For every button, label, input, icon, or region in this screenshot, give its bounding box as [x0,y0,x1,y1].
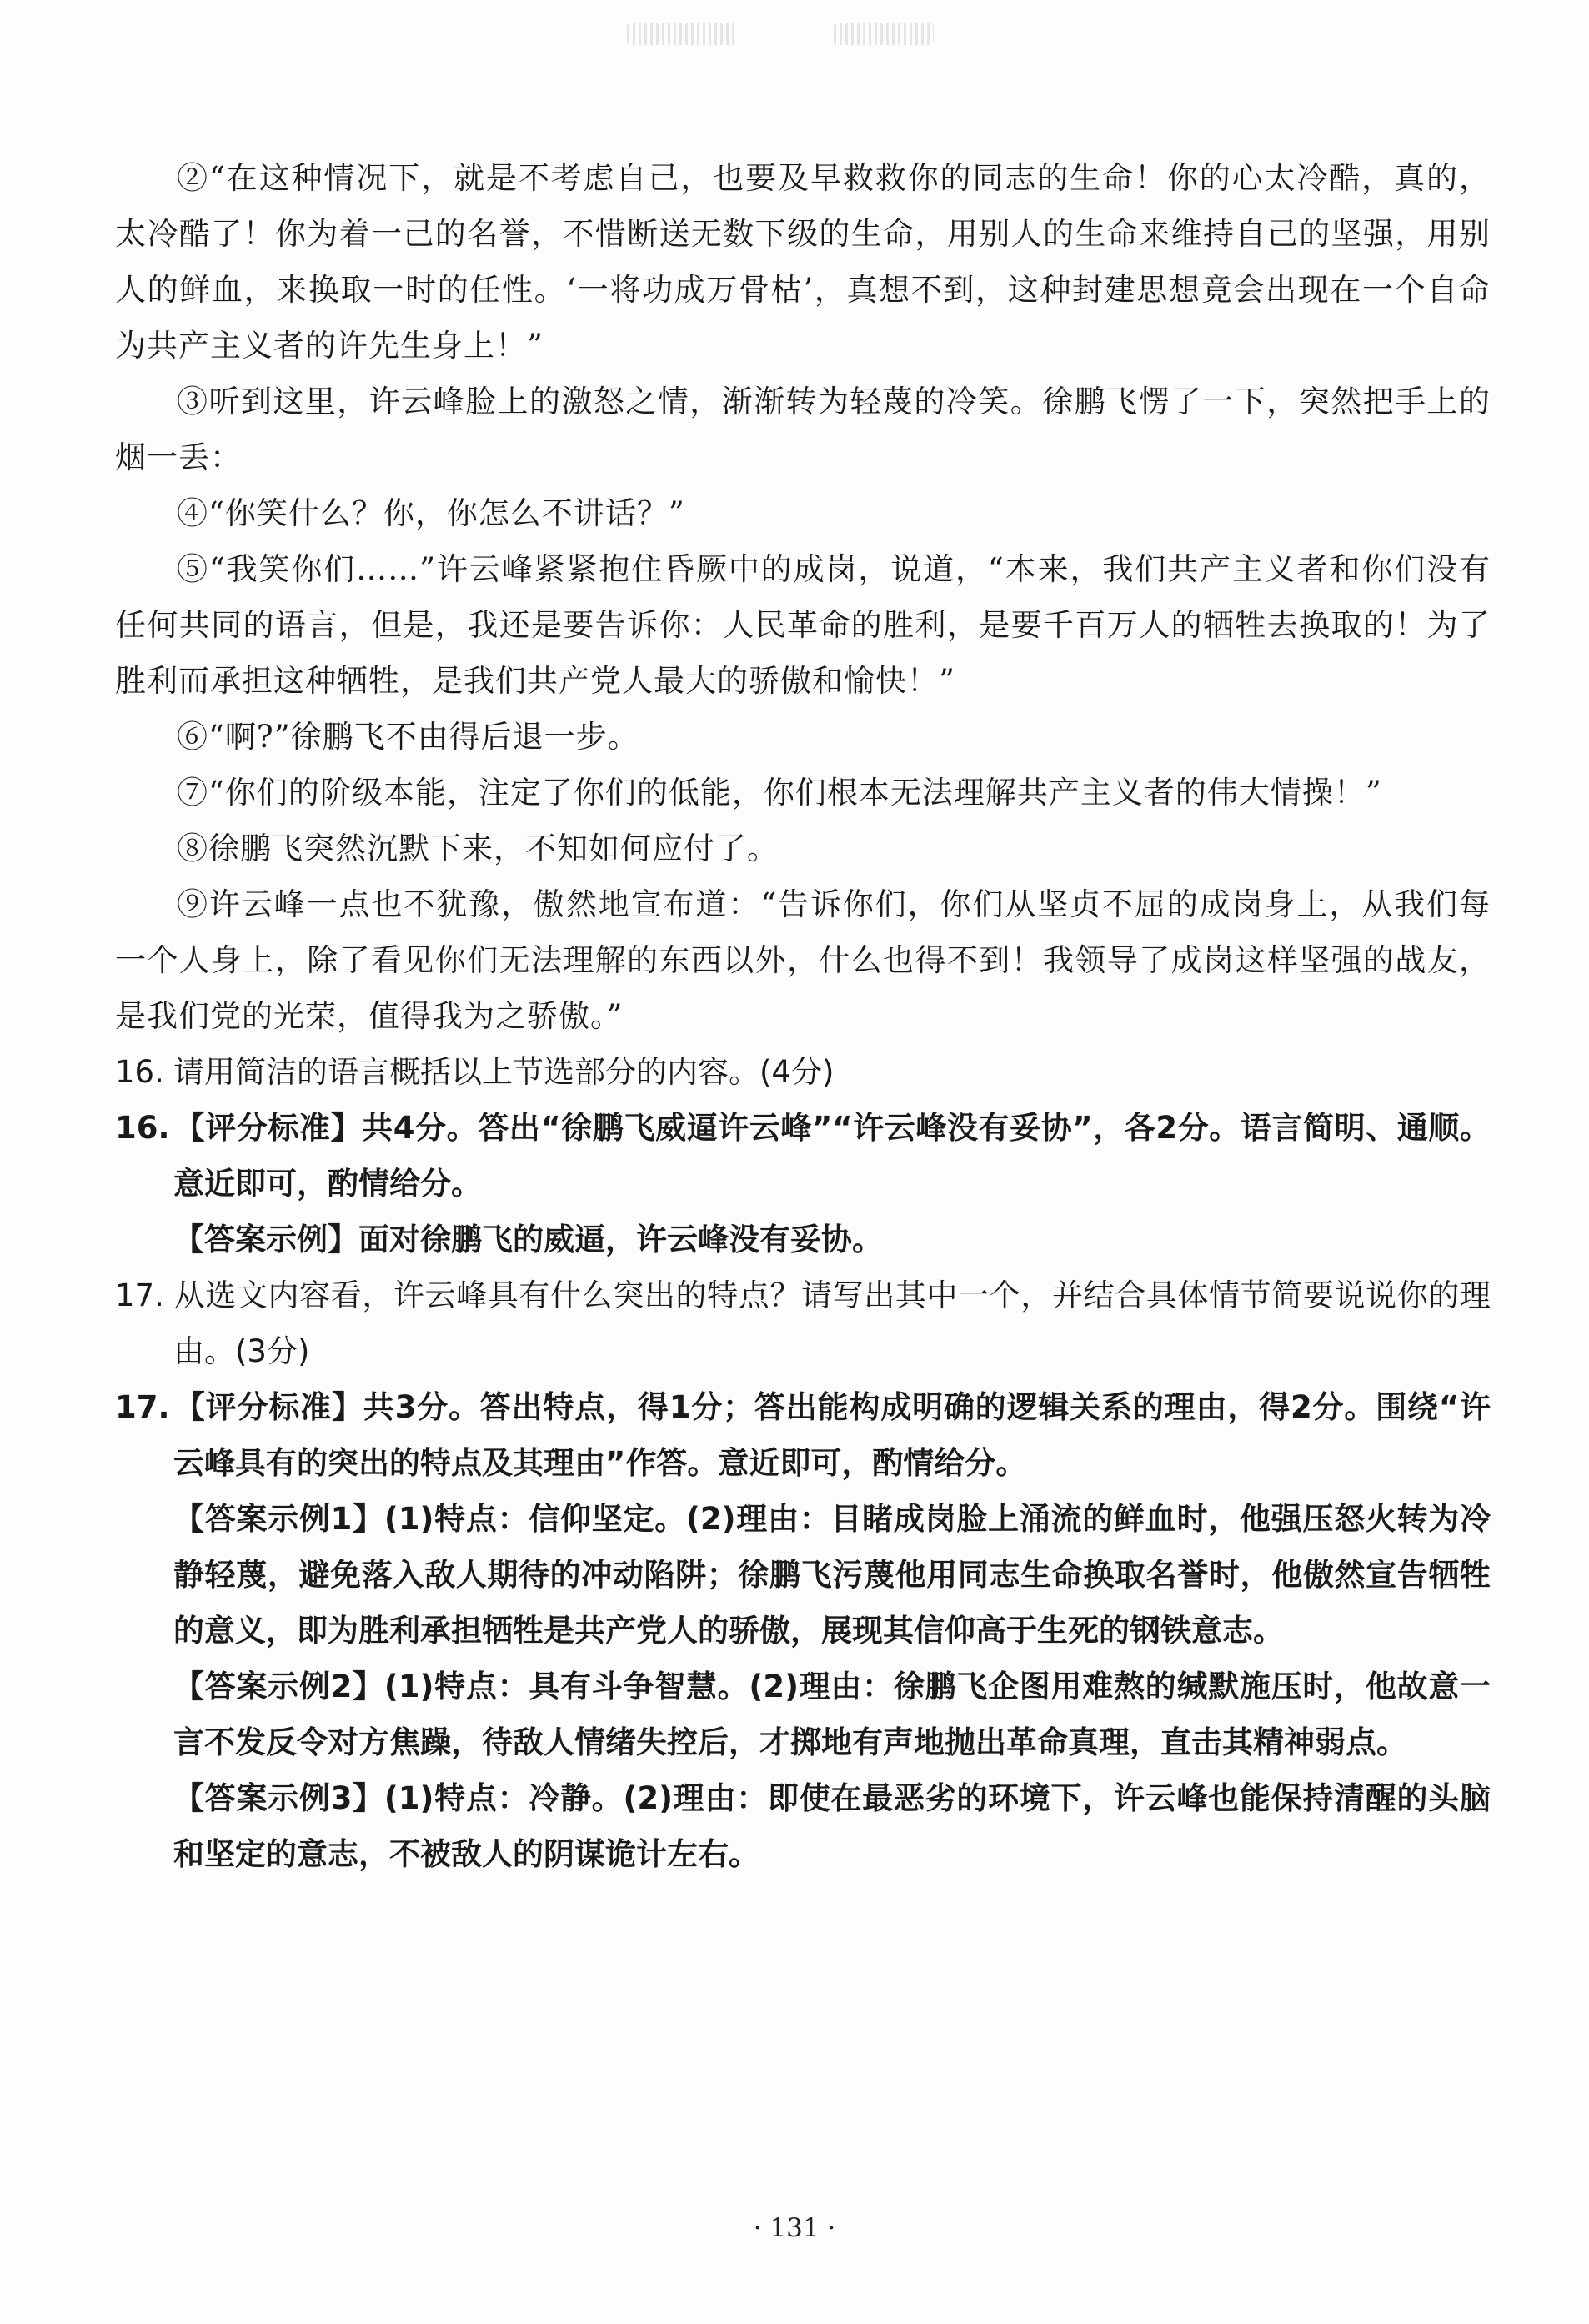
answer-16-example: 【答案示例】面对徐鹏飞的威逼，许云峰没有妥协。 [173,1222,883,1257]
passage-paragraph-2: ②“在这种情况下，就是不考虑自己，也要及早救救你的同志的生命！你的心太冷酷，真的，太冷酷了！你为着一己的名誉，不惜断送无数下级的生命，用别人的生命来维持自己的坚强，用别人的鲜血，来换取一时的任性。‘一将功成万骨枯’，真想不到，这种封建思想竟会出现在一个自命为共产主义者的许先生身上！” [115,160,1491,364]
passage-paragraph-7: ⑦“你们的阶级本能，注定了你们的低能，你们根本无法理解共产主义者的伟大情操！” [177,775,1382,811]
scan-artifact [627,23,735,45]
passage-paragraph-6: ⑥“啊?”徐鹏飞不由得后退一步。 [177,719,639,755]
scoring-standard: 【评分标准】共3分。答出特点，得1分；答出能构成明确的逻辑关系的理由，得2分。围绕“许云峰具有的突出的特点及其理由”作答。意近即可，酌情给分。 [173,1389,1491,1481]
scoring-standard: 【评分标准】共4分。答出“徐鹏飞威逼许云峰”“许云峰没有妥协”，各2分。语言简明、通顺。意近即可，酌情给分。 [173,1110,1491,1202]
question-17 [115,1267,1491,1379]
passage-paragraph-3: ③听到这里，许云峰脸上的激怒之情，渐渐转为轻蔑的冷笑。徐鹏飞愣了一下，突然把手上的烟一丢： [115,384,1491,475]
answer-17-standard [115,1379,1491,1491]
page-number: · 131 · [753,2213,836,2243]
question-number: 17. [115,1277,164,1313]
question-text: 请用简洁的语言概括以上节选部分的内容。(4分) [173,1054,835,1090]
answer-17-example-1: 【答案示例1】(1)特点：信仰坚定。(2)理由：目睹成岗脸上涌流的鲜血时，他强压怒火转为冷静轻蔑，避免落入敌人期待的冲动陷阱；徐鹏飞污蔑他用同志生命换取名誉时，他傲然宣告牺牲的意义，即为胜利承担牺牲是共产党人的骄傲，展现其信仰高于生死的钢铁意志。 [173,1501,1491,1649]
scan-artifact [834,23,934,45]
answer-number: 16. [115,1110,170,1146]
passage-paragraph-4: ④“你笑什么？你，你怎么不讲话？” [177,495,685,531]
passage-paragraph-5: ⑤“我笑你们……”许云峰紧紧抱住昏厥中的成岗，说道，“本来，我们共产主义者和你们没有任何共同的语言，但是，我还是要告诉你：人民革命的胜利，是要千百万人的牺牲去换取的！为了胜利而承担这种牺牲，是我们共产党人最大的骄傲和愉快！” [115,551,1491,699]
question-number: 16. [115,1054,164,1090]
answer-number: 17. [115,1389,170,1425]
question-text: 从选文内容看，许云峰具有什么突出的特点？请写出其中一个，并结合具体情节简要说说你的理由。(3分) [173,1277,1491,1369]
answer-16-standard [115,1100,1491,1212]
passage-paragraph-8: ⑧徐鹏飞突然沉默下来，不知如何应付了。 [177,831,779,866]
question-16 [115,1044,1491,1100]
answer-17-example-2: 【答案示例2】(1)特点：具有斗争智慧。(2)理由：徐鹏飞企图用难熬的缄默施压时，他故意一言不发反令对方焦躁，待敌人情绪失控后，才掷地有声地抛出革命真理，直击其精神弱点。 [173,1669,1491,1760]
passage-paragraph-9: ⑨许云峰一点也不犹豫，傲然地宣布道：“告诉你们，你们从坚贞不屈的成岗身上，从我们每一个人身上，除了看见你们无法理解的东西以外，什么也得不到！我领导了成岗这样坚强的战友，是我们党的光荣，值得我为之骄傲。” [115,886,1491,1034]
answer-17-example-3: 【答案示例3】(1)特点：冷静。(2)理由：即使在最恶劣的环境下，许云峰也能保持清醒的头脑和坚定的意志，不被敌人的阴谋诡计左右。 [173,1780,1491,1872]
document-body [115,150,1491,1882]
